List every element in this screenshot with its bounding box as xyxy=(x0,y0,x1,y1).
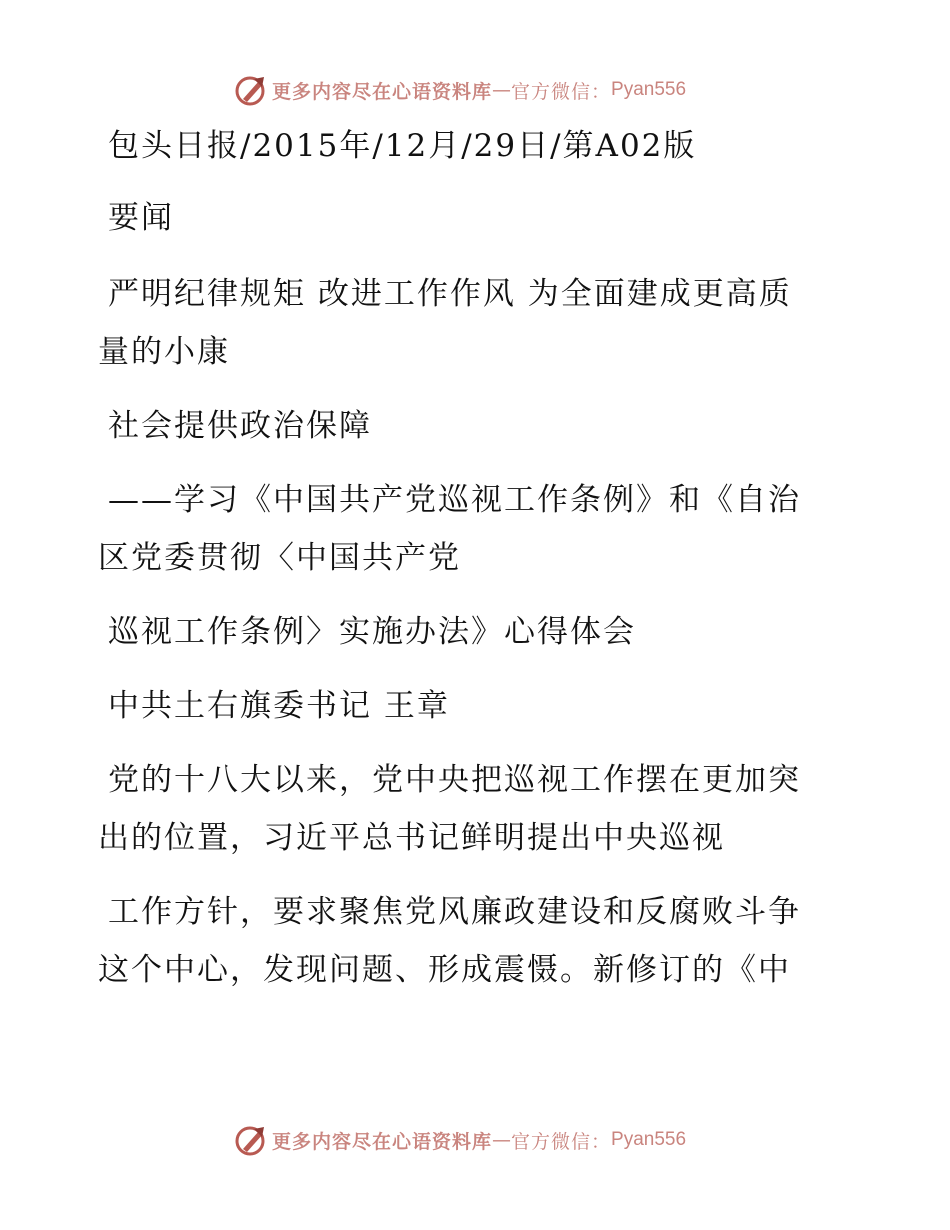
watermark-text: 更多内容尽在心语资料库 xyxy=(272,1130,493,1153)
watermark-banner-top xyxy=(234,72,686,108)
body-line: 党的十八大以来，党中央把巡视工作摆在更加突 xyxy=(108,762,801,798)
body-line: 工作方针，要求聚焦党风廉政建设和反腐败斗争 xyxy=(108,894,801,930)
author-byline: 中共土右旗委书记 王章 xyxy=(108,688,450,724)
subtitle-line-1: ——学习《中国共产党巡视工作条例》和《自治 xyxy=(108,482,801,518)
pen-logo-icon xyxy=(234,73,268,107)
headline-line-2: 量的小康 xyxy=(98,334,230,370)
subtitle-line-2: 区党委贯彻〈中国共产党 xyxy=(98,540,461,576)
watermark-wechat-label: 官方微信： xyxy=(511,80,612,103)
watermark-wechat-label: 官方微信： xyxy=(511,1130,612,1153)
pen-logo-icon xyxy=(234,1123,268,1157)
dateline: 包头日报/2015年/12月/29日/第A02版 xyxy=(108,128,697,164)
body-line: 这个中心，发现问题、形成震慑。新修订的《中 xyxy=(98,952,791,988)
subtitle-line-3: 巡视工作条例〉实施办法》心得体会 xyxy=(108,614,636,650)
watermark-banner-bottom xyxy=(234,1122,686,1158)
headline-line-3: 社会提供政治保障 xyxy=(108,408,372,444)
watermark-dash: — xyxy=(492,1129,512,1151)
watermark-wechat-id: Pyan556 xyxy=(611,79,687,100)
watermark-wechat-id: Pyan556 xyxy=(611,1129,687,1150)
body-line: 出的位置，习近平总书记鲜明提出中央巡视 xyxy=(98,820,725,856)
watermark-dash: — xyxy=(492,79,512,101)
section-label: 要闻 xyxy=(108,200,174,236)
headline-line-1: 严明纪律规矩 改进工作作风 为全面建成更高质 xyxy=(108,276,792,312)
watermark-text: 更多内容尽在心语资料库 xyxy=(272,80,493,103)
